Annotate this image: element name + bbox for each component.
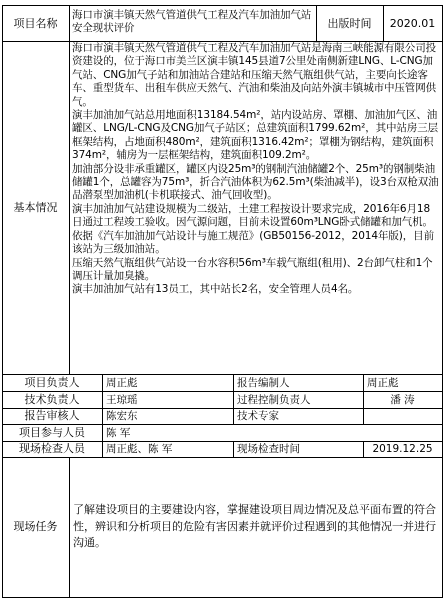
column-divider bbox=[233, 441, 234, 457]
report-author-value: 周正彪 bbox=[367, 376, 399, 389]
inspection-time-label: 现场检查时间 bbox=[237, 443, 300, 455]
field-task-value bbox=[69, 457, 442, 597]
column-divider bbox=[69, 5, 70, 374]
column-divider bbox=[69, 457, 70, 598]
process-control-label: 过程控制负责人 bbox=[237, 393, 311, 406]
column-divider bbox=[233, 374, 234, 424]
inspection-staff-value: 周正彪、陈 军 bbox=[106, 443, 173, 455]
row-divider bbox=[2, 424, 443, 425]
tech-expert-value bbox=[363, 408, 442, 424]
publish-date-label: 出版时间 bbox=[327, 16, 372, 30]
project-members-value: 陈 军 bbox=[106, 426, 131, 439]
column-divider bbox=[363, 441, 364, 457]
column-divider bbox=[383, 5, 384, 41]
basic-info-paragraph-1: 海口市演丰镇天然气管道供气工程及汽车加油加气站是海南三峡能源有限公司投资建设的，位于海口市美兰区演丰镇145县道7公里处南侧新建LNG、L-CNG加气站、CNG加气子站和加油站合建站和压缩天然气瓶组供气站，主要向长途客车、重型货车、出租车供应天然气、汽油和柴油及向站外演丰镇城市中压管网供气。 bbox=[72, 42, 436, 108]
tech-expert-label: 技术专家 bbox=[237, 410, 279, 422]
column-divider bbox=[363, 374, 364, 424]
tech-lead-value: 王琼瑶 bbox=[106, 393, 138, 406]
report-reviewer-value: 陈宏东 bbox=[106, 410, 138, 422]
project-name-label: 项目名称 bbox=[13, 16, 58, 30]
basic-info-paragraph-6: 演丰加油加气站有13员工，其中站长2名，安全管理人员4名。 bbox=[72, 283, 359, 296]
field-task-label: 现场任务 bbox=[13, 520, 58, 533]
report-reviewer-label: 报告审核人 bbox=[24, 409, 80, 422]
project-leader-label: 项目负责人 bbox=[24, 375, 80, 389]
project-leader-value: 周正彪 bbox=[106, 376, 138, 389]
table-border-left bbox=[2, 5, 3, 598]
project-name-value: 海口市演丰镇天然气管道供气工程及汽车加油加气站安全现状评价 bbox=[72, 9, 312, 35]
inspection-staff-label: 现场检查人员 bbox=[19, 442, 85, 455]
basic-info-content bbox=[69, 41, 442, 374]
basic-info-label: 基本情况 bbox=[13, 200, 58, 214]
field-task-text: 了解建设项目的主要建设内容，掌握建设项目周边情况及总平面布置的符合性，辨识和分析项目的危险有害因素并就评价过程遇到的其他情况一并进行沟通。 bbox=[73, 503, 436, 550]
project-members-label: 项目参与人员 bbox=[19, 425, 85, 439]
report-author-label: 报告编制人 bbox=[237, 376, 290, 389]
process-control-value: 潘 涛 bbox=[390, 393, 415, 406]
row-divider bbox=[2, 441, 443, 442]
row-divider bbox=[2, 374, 443, 375]
basic-info-paragraph-3: 加油部分设非承重罐区，罐区内设25m³的钢制汽油储罐2个、25m³的钢制柴油储罐1个，总罐容为75m³，折合汽油体积为62.5m³(柴油减半)，设3台双枪双油品潜泵型加油机(卡机联接式、油气回收型)。 bbox=[72, 162, 439, 202]
basic-info-paragraph-4: 演丰加油加气站建设规模为二级站，土建工程按设计要求完成，2016年6月18日通过工程竣工验收。因气源问题，目前未设置60m³LNG卧式储罐和加气机。依据《汽车加油加气站设计与施工规范》(GB50156-2012，2014年版)，目前该站为三级加油站。 bbox=[72, 202, 434, 256]
column-divider bbox=[102, 374, 103, 457]
row-divider bbox=[2, 391, 443, 392]
basic-info-paragraph-5: 压缩天然气瓶组供气站设一台水容积56m³车载气瓶组(租用)、2台卸气柱和1个调压计量加臭撬。 bbox=[72, 256, 433, 282]
publish-date-value: 2020.01 bbox=[389, 16, 436, 30]
table-border-right bbox=[442, 5, 443, 598]
column-divider bbox=[316, 5, 317, 41]
inspection-time-value: 2019.12.25 bbox=[372, 443, 433, 455]
tech-lead-label: 技术负责人 bbox=[24, 392, 80, 406]
row-divider bbox=[2, 408, 443, 409]
basic-info-paragraph-2: 演丰加油加气站总用地面积13184.54m²，站内设站房、罩棚、加油加气区、油罐区、LNG/L-CNG及CNG加气子站区；总建筑面积1799.62m²，其中站房三层框架结构，占地面积480m²，建筑面积1316.42m²；罩棚为钢结构，建筑面积374m²，辅房为一层框架结构，建筑面积109.2m²。 bbox=[72, 109, 439, 162]
